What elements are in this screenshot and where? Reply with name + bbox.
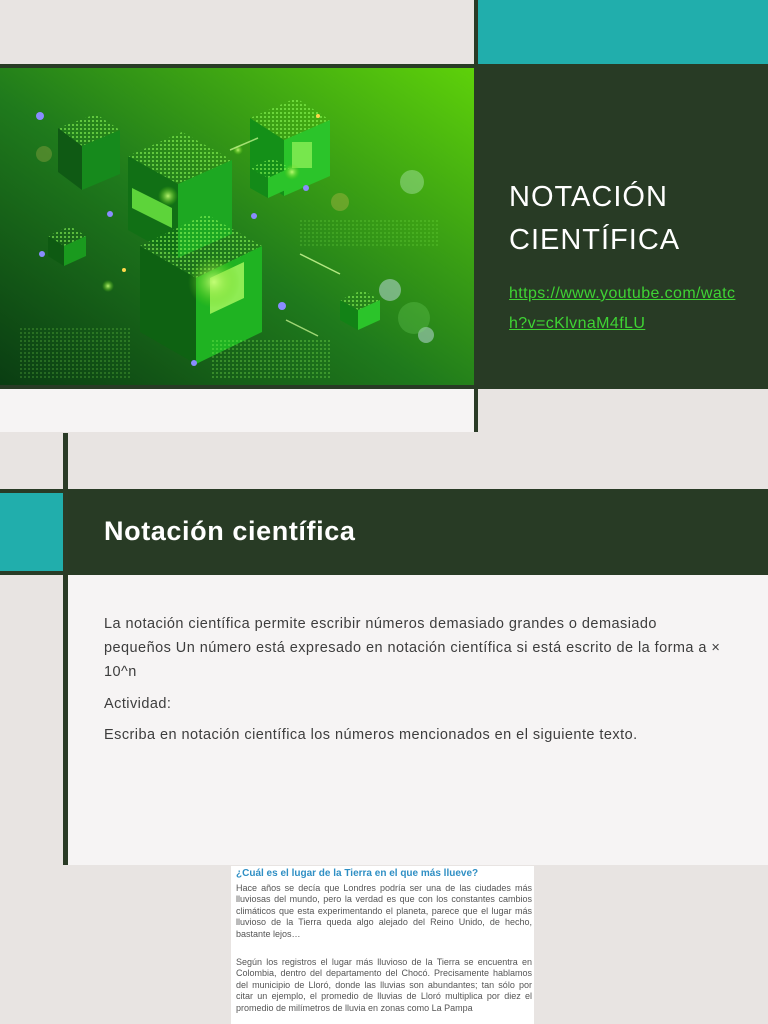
slide1-bottom-right-panel <box>478 389 768 432</box>
slide2-teal-accent <box>0 493 63 571</box>
slide1-teal-accent <box>478 0 768 64</box>
slide2-band-edge-bottom <box>0 571 63 575</box>
activity-label: Actividad: <box>104 696 172 712</box>
activity-instruction: Escriba en notación científica los números mencionados en el siguiente texto. <box>104 727 638 743</box>
slide1-top-left-panel <box>0 0 474 64</box>
scanned-text-excerpt <box>231 866 534 1024</box>
youtube-link[interactable]: https://www.youtube.com/watch?v=cKlvnaM4fLU <box>509 285 736 332</box>
slide1-bottom-left-panel <box>0 389 474 432</box>
excerpt-paragraph: Según los registros el lugar más lluvioso de la Tierra se encuentra en Colombia, dentro del departamento del Chocó. Precisamente hablamos del municipio de Lloró, donde las lluvias son abundantes; tan sólo por citar un ejemplo, el promedio de lluvias de Lloró multiplica por diez el promedio de milímetros de lluvia en zonas como La Pampa <box>236 957 532 1013</box>
green-cubes-illustration <box>0 68 474 385</box>
excerpt-paragraph: Hace años se decía que Londres podría ser una de las ciudades más lluviosas del mundo, pero la verdad es que con los constantes cambios climáticos que esta experimentando el planeta, parece que el lugar más lluvioso de la Tierra queda algo alejado del Reino Unido, de hecho, bastante lejos… <box>236 883 532 939</box>
slide2-heading: Notación científica <box>104 516 356 546</box>
slide1-tech-cubes-image <box>0 68 474 385</box>
slide2-top-panel <box>68 433 768 489</box>
slide1-title: NOTACIÓN CIENTÍFICA <box>509 181 681 256</box>
excerpt-question: ¿Cuál es el lugar de la Tierra en el que más llueve? <box>236 868 479 879</box>
definition-paragraph: La notación científica permite escribir números demasiado grandes o demasiado pequeños Un número está expresado en notación científica si está escrito de la forma a × 10^n <box>104 616 721 680</box>
